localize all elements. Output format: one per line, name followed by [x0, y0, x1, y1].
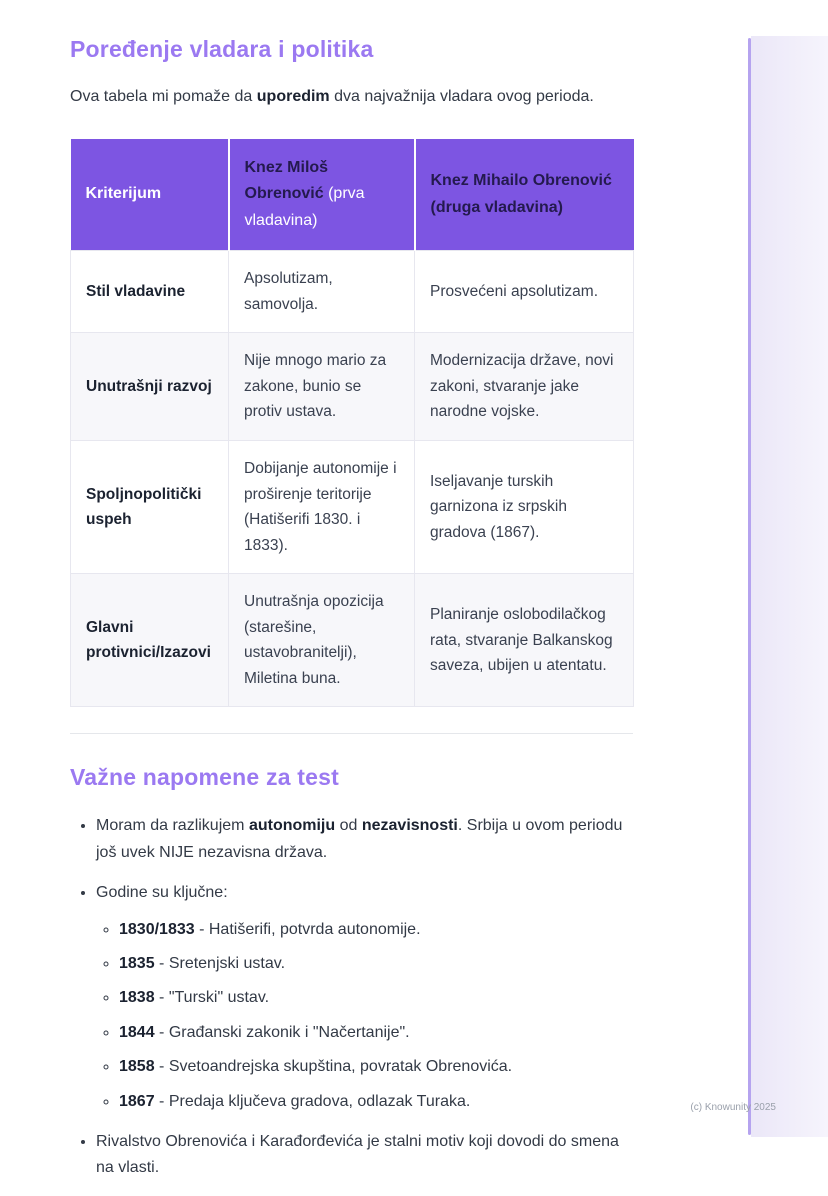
year-text: - Hatišerifi, potvrda autonomije.	[194, 920, 421, 938]
mihailo-cell: Planiranje oslobodilačkog rata, stvaranje Balkanskog saveza, ubijen u atentatu.	[415, 574, 634, 707]
mihailo-cell: Iseljavanje turskih garnizona iz srpskih gradova (1867).	[415, 440, 634, 573]
year-text: - Svetoandrejska skupština, povratak Obrenovića.	[154, 1058, 513, 1076]
list-item	[96, 813, 634, 866]
list-item: • Rivalstvo Obrenovića i Karađorđevića je stalni motiv koji dovodi do smena na vlasti.	[96, 1129, 634, 1182]
milos-cell: Dobijanje autonomije i proširenje teritorije (Hatišerifi 1830. i 1833).	[229, 440, 415, 573]
intro-text-2: dva najvažnija vladara ovog perioda.	[329, 88, 594, 105]
year-text: - Građanski zakonik i "Načertanije".	[154, 1023, 410, 1041]
section-divider	[70, 733, 633, 734]
list-item	[119, 1089, 634, 1115]
list-item	[119, 985, 634, 1011]
mihailo-cell: Prosvećeni apsolutizam.	[415, 251, 634, 333]
year-text: - "Turski" ustav.	[154, 989, 270, 1007]
years-sublist	[96, 917, 634, 1115]
intro-text-1: Ova tabela mi pomaže da	[70, 88, 257, 105]
header-cell-milos	[229, 139, 415, 251]
year-text: - Sretenjski ustav.	[154, 955, 286, 973]
note-text: Moram da razlikujem	[96, 817, 249, 835]
header-label-milos-sub: (prva vladavina)	[244, 185, 365, 229]
criterion-cell: Glavni protivnici/Izazovi	[71, 574, 229, 707]
year-text: - Predaja ključeva gradova, odlazak Turaka.	[154, 1092, 471, 1110]
header-cell-mihailo	[415, 139, 634, 251]
year-label: 1844	[119, 1023, 155, 1041]
year-label: 1867	[119, 1092, 155, 1110]
table-row	[71, 440, 634, 573]
table-row	[71, 574, 634, 707]
copyright-footer: (c) Knowunity 2025	[690, 1102, 776, 1113]
note-bold: nezavisnosti	[361, 817, 458, 835]
list-item	[119, 1020, 634, 1046]
page-margin-strip	[751, 36, 828, 1137]
table-body	[71, 251, 634, 707]
note-text: Godine su ključne:	[96, 884, 228, 902]
year-label: 1830/1833	[119, 920, 195, 938]
list-item	[96, 880, 634, 1115]
intro-bold-1: uporedim	[256, 88, 330, 105]
year-label: 1835	[119, 955, 155, 973]
mihailo-cell: Modernizacija države, novi zakoni, stvaranje jake narodne vojske.	[415, 333, 634, 441]
note-text: od	[335, 817, 362, 835]
document-page	[70, 36, 634, 1196]
notes-list	[70, 813, 634, 1181]
criterion-cell: Stil vladavine	[71, 251, 229, 333]
list-item	[119, 951, 634, 977]
year-label: 1858	[119, 1058, 155, 1076]
header-label-mihailo-name: Knez Mihailo Obrenović	[430, 172, 612, 190]
header-label-mihailo-sub: (druga vladavina)	[430, 198, 563, 216]
note-bold: autonomiju	[248, 817, 336, 835]
page-edge-divider	[748, 38, 751, 1135]
table-header	[71, 139, 634, 251]
criterion-cell: Spoljnopolitički uspeh	[71, 440, 229, 573]
comparison-table	[70, 139, 634, 707]
table-header-row	[71, 139, 634, 251]
header-label-criterion: Kriterijum	[85, 185, 162, 203]
section-heading-notes: Važne napomene za test	[70, 764, 339, 791]
criterion-cell: Unutrašnji razvoj	[71, 333, 229, 441]
intro-paragraph	[70, 85, 634, 109]
milos-cell: Apsolutizam, samovolja.	[229, 251, 415, 333]
milos-cell: Unutrašnja opozicija (starešine, ustavobranitelji), Miletina buna.	[229, 574, 415, 707]
note-text: . Srbija u ovom periodu još uvek NIJE nezavisna država.	[96, 817, 623, 861]
milos-cell: Nije mnogo mario za zakone, bunio se protiv ustava.	[229, 333, 415, 441]
header-label-milos-name: Knez Miloš Obrenović	[244, 159, 329, 203]
table-row	[71, 251, 634, 333]
list-item	[119, 1054, 634, 1080]
table-row	[71, 333, 634, 441]
year-label: 1838	[119, 989, 155, 1007]
header-cell-criterion	[71, 139, 229, 251]
list-item	[119, 917, 634, 943]
section-heading-comparison: Poređenje vladara i politika	[70, 36, 374, 62]
